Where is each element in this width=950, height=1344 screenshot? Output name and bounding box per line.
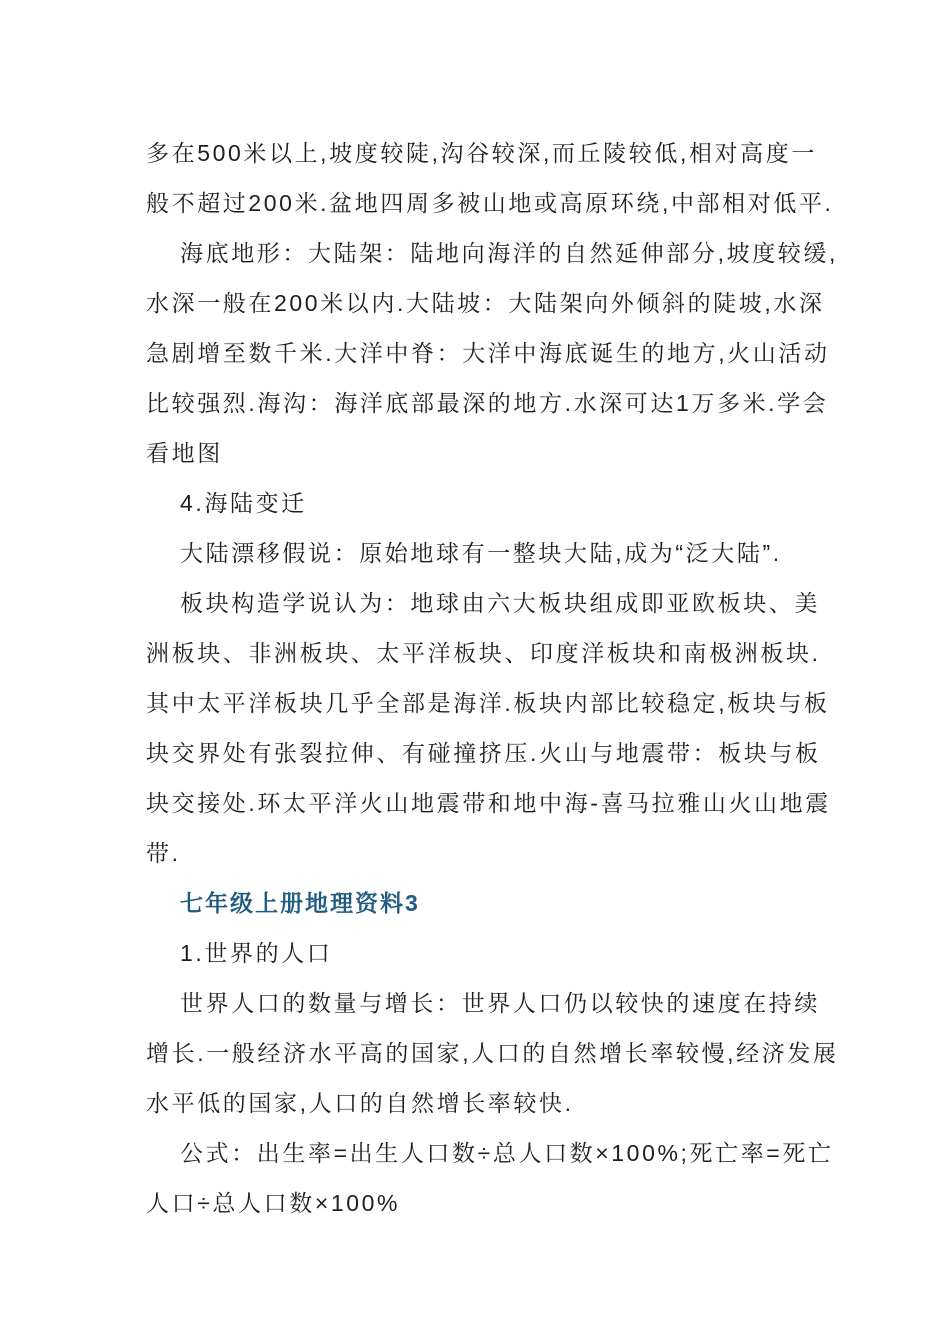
paragraph-line: 带. [146,840,181,866]
paragraph-line: 块交界处有张裂拉伸、有碰撞挤压.火山与地震带：板块与板 [146,740,821,766]
paragraph-line: 其中太平洋板块几乎全部是海洋.板块内部比较稳定,板块与板 [146,690,830,716]
paragraph-line: 急剧增至数千米.大洋中脊：大洋中海底诞生的地方,火山活动 [146,340,830,366]
paragraph-line: 洲板块、非洲板块、太平洋板块、印度洋板块和南极洲板块. [146,640,821,666]
section-title: 1.世界的人口 [180,940,333,966]
paragraph-line: 板块构造学说认为：地球由六大板块组成即亚欧板块、美 [180,590,820,616]
paragraph-line: 人口÷总人口数×100% [146,1190,401,1216]
paragraph-line: 增长.一般经济水平高的国家,人口的自然增长率较慢,经济发展 [146,1040,839,1066]
paragraph-line: 世界人口的数量与增长：世界人口仍以较快的速度在持续 [180,990,820,1016]
paragraph-line: 看地图 [146,440,223,466]
paragraph-line: 水深一般在200米以内.大陆坡：大陆架向外倾斜的陡坡,水深 [146,290,825,316]
paragraph-line: 比较强烈.海沟：海洋底部最深的地方.水深可达1万多米.学会 [146,390,829,416]
paragraph-line: 块交接处.环太平洋火山地震带和地中海-喜马拉雅山火山地震 [146,790,831,816]
paragraph-line: 水平低的国家,人口的自然增长率较快. [146,1090,574,1116]
paragraph-line: 般不超过200米.盆地四周多被山地或高原环绕,中部相对低平. [146,190,834,216]
section-title: 4.海陆变迁 [180,490,307,516]
section-heading: 七年级上册地理资料3 [180,890,420,916]
paragraph-line: 大陆漂移假说：原始地球有一整块大陆,成为“泛大陆”. [180,540,782,566]
paragraph-line: 公式：出生率=出生人口数÷总人口数×100%;死亡率=死亡 [180,1140,834,1166]
paragraph-line: 多在500米以上,坡度较陡,沟谷较深,而丘陵较低,相对高度一 [146,140,817,166]
paragraph-line: 海底地形：大陆架：陆地向海洋的自然延伸部分,坡度较缓, [180,240,838,266]
